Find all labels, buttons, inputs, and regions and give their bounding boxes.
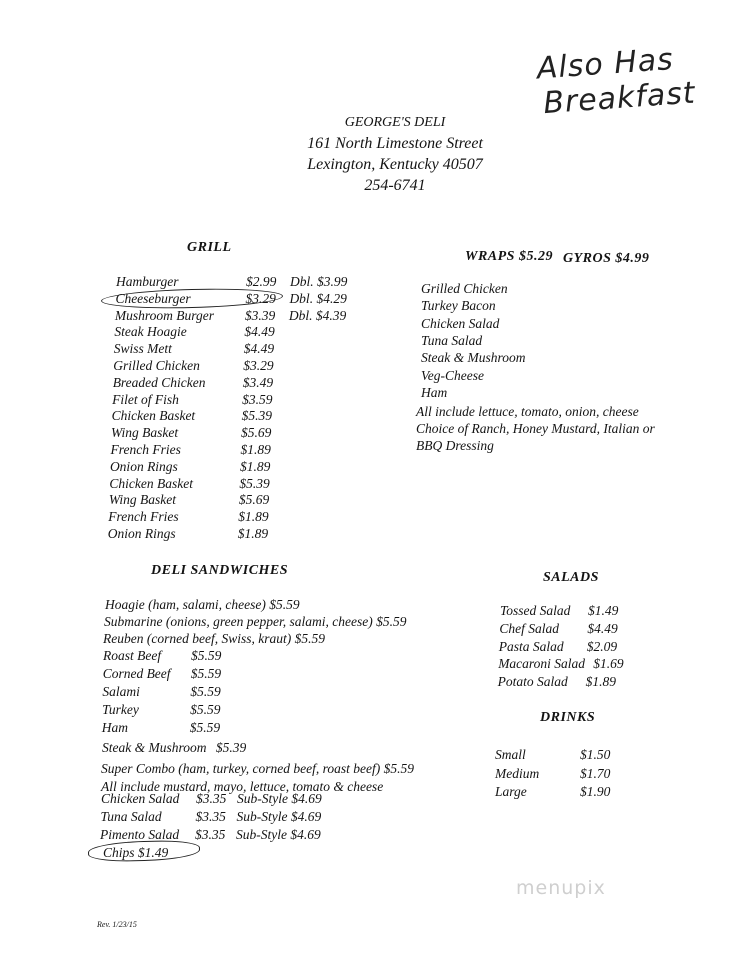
deli-steak-price: $5.39 <box>215 740 247 755</box>
deli-salad-price: $3.35 <box>195 809 226 824</box>
salad-item <box>499 620 659 637</box>
drink-item-name: Large <box>495 784 527 799</box>
deli-steak <box>102 739 246 756</box>
grill-item-name: Onion Rings <box>107 526 176 541</box>
grill-item-price: $1.89 <box>239 458 271 474</box>
deli-steak-name: Steak & Mushroom <box>102 740 207 755</box>
grill-item <box>114 340 374 357</box>
deli-line: Reuben (corned beef, Swiss, kraut) $5.59 <box>103 631 325 646</box>
deli-item-name: Corned Beef <box>102 666 171 681</box>
gyros-title: GYROS $4.99 <box>563 251 650 266</box>
wrap-item: Veg-Cheese <box>421 367 484 383</box>
wrap-item: Grilled Chicken <box>421 281 508 296</box>
deli-phone: 254-6741 <box>364 177 426 194</box>
deli-item-price: $5.59 <box>190 702 221 717</box>
wrap-item: Ham <box>421 384 448 400</box>
grill-item <box>110 458 370 475</box>
grill-item-name: Hamburger <box>116 274 179 289</box>
grill-item-name: Swiss Mett <box>113 341 172 357</box>
deli-item-name: Salami <box>102 684 140 699</box>
grill-item <box>116 273 376 290</box>
grill-item-price: $3.29 <box>245 290 276 306</box>
grill-item-name: Onion Rings <box>109 458 178 474</box>
drink-item-name: Small <box>495 747 526 762</box>
salad-item-price: $1.89 <box>585 674 616 690</box>
wrap-item: Tuna Salad <box>421 332 483 348</box>
drink-item-name: Medium <box>495 765 540 781</box>
deli-salad-name: Chicken Salad <box>101 791 180 806</box>
deli-salad-sub: Sub-Style $4.69 <box>236 827 321 842</box>
salads-title: SALADS <box>543 570 599 585</box>
grill-item-name: Chicken Basket <box>111 408 196 424</box>
drinks-title: DRINKS <box>540 710 596 725</box>
grill-item-name: Chicken Basket <box>109 475 193 491</box>
deli-salad-name: Tuna Salad <box>100 809 162 824</box>
deli-item <box>102 719 262 736</box>
deli-header <box>270 112 520 196</box>
grill-item <box>112 391 372 408</box>
salad-item-name: Potato Salad <box>497 674 568 690</box>
grill-item-price: $2.99 <box>246 274 277 289</box>
salad-item-price: $1.49 <box>588 603 619 618</box>
deli-item-name: Roast Beef <box>103 648 162 663</box>
deli-item <box>103 665 263 682</box>
deli-combo: Super Combo (ham, turkey, corned beef, roast beef) $5.59 <box>101 761 414 776</box>
wraps-note1: All include lettuce, tomato, onion, cheese <box>416 404 639 419</box>
grill-item <box>114 323 374 340</box>
grill-item <box>111 441 371 458</box>
wraps-title: WRAPS $5.29 <box>465 249 553 264</box>
grill-item <box>109 491 369 508</box>
grill-item-double: Dbl. $4.39 <box>288 307 347 323</box>
grill-item <box>113 374 373 391</box>
handwritten-note-line1: Also Has <box>535 41 675 87</box>
deli-item <box>103 647 263 664</box>
deli-salad-sub: Sub-Style $4.69 <box>237 791 322 806</box>
grill-item-name: Filet of Fish <box>112 391 179 407</box>
salad-item-price: $4.49 <box>587 620 618 636</box>
drink-item-price: $1.90 <box>580 784 611 799</box>
deli-salad-sub: Sub-Style $4.69 <box>236 809 322 824</box>
salad-item-name: Tossed Salad <box>500 603 571 618</box>
grill-item-price: $3.29 <box>243 358 274 373</box>
deli-item <box>102 683 262 700</box>
grill-item-price: $3.49 <box>242 374 274 390</box>
grill-item-price: $5.39 <box>239 475 270 491</box>
grill-item-name: French Fries <box>110 442 181 457</box>
grill-item-name: Wing Basket <box>111 425 179 441</box>
drink-item <box>495 746 625 763</box>
deli-salad-price: $3.35 <box>196 791 227 806</box>
grill-item-price: $5.69 <box>241 425 272 441</box>
deli-item-price: $5.59 <box>189 720 221 735</box>
grill-item-price: $4.49 <box>244 324 275 340</box>
grill-item-name: Cheeseburger <box>115 290 191 306</box>
handwritten-note-line2: Breakfast <box>542 75 697 122</box>
deli-line: Submarine (onions, green pepper, salami, cheese) $5.59 <box>104 614 407 629</box>
wrap-item: Chicken Salad <box>421 315 500 331</box>
deli-salad-item <box>101 808 341 825</box>
salad-item <box>498 655 658 672</box>
deli-city: Lexington, Kentucky 40507 <box>307 156 483 173</box>
salad-item <box>500 602 660 619</box>
grill-item <box>108 525 368 542</box>
grill-item-price: $3.59 <box>242 391 273 407</box>
grill-item-name: Mushroom Burger <box>114 307 215 323</box>
deli-item <box>102 701 262 718</box>
salad-item-name: Macaroni Salad <box>498 656 586 672</box>
grill-item <box>111 424 371 441</box>
grill-item-price: $1.89 <box>237 526 269 541</box>
menupix-watermark: menupix <box>516 877 606 899</box>
grill-item <box>113 357 373 374</box>
deli-salad-name: Pimento Salad <box>100 827 180 842</box>
chips-line: Chips $1.49 <box>103 845 169 860</box>
grill-item <box>115 307 375 324</box>
deli-title: DELI SANDWICHES <box>151 563 289 578</box>
wraps-note3: BBQ Dressing <box>416 438 494 453</box>
grill-item-name: French Fries <box>108 509 179 525</box>
salad-item-price: $2.09 <box>586 638 618 654</box>
drink-item <box>495 765 625 782</box>
deli-address: 161 North Limestone Street <box>307 135 483 152</box>
deli-salad-item <box>101 790 341 807</box>
revision-date: Rev. 1/23/15 <box>97 920 137 929</box>
deli-salad-price: $3.35 <box>195 827 226 842</box>
deli-line: Hoagie (ham, salami, cheese) $5.59 <box>105 597 300 612</box>
grill-item-price: $5.69 <box>238 492 270 508</box>
grill-item-name: Breaded Chicken <box>112 374 206 390</box>
deli-name: GEORGE'S DELI <box>344 115 446 130</box>
grill-item-name: Steak Hoagie <box>114 324 187 340</box>
salad-item <box>498 673 658 690</box>
deli-item-price: $5.59 <box>191 648 222 663</box>
grill-item <box>109 475 369 492</box>
grill-item <box>108 508 368 525</box>
deli-item-price: $5.59 <box>190 666 222 681</box>
deli-item-price: $5.59 <box>190 684 221 699</box>
salad-item-price: $1.69 <box>593 656 624 672</box>
grill-item-price: $3.39 <box>244 307 276 323</box>
wrap-item: Turkey Bacon <box>421 298 496 314</box>
grill-item-double: Dbl. $3.99 <box>290 274 348 289</box>
drink-item-price: $1.70 <box>580 765 611 781</box>
salad-item <box>499 638 659 655</box>
deli-item-name: Turkey <box>102 702 139 717</box>
salad-item-name: Chef Salad <box>499 620 560 636</box>
grill-item-price: $4.49 <box>243 341 275 357</box>
grill-item-double: Dbl. $4.29 <box>289 290 347 306</box>
drink-item <box>495 783 625 800</box>
deli-note: All include mustard, mayo, lettuce, tomato & cheese <box>101 779 384 794</box>
handwritten-note <box>536 41 697 122</box>
grill-title: GRILL <box>187 240 232 255</box>
grill-item-name: Grilled Chicken <box>113 358 200 373</box>
grill-item <box>112 407 372 424</box>
grill-item-price: $1.89 <box>238 509 269 525</box>
drink-item-price: $1.50 <box>580 747 611 762</box>
grill-item-price: $5.39 <box>241 408 272 424</box>
wraps-note2: Choice of Ranch, Honey Mustard, Italian or <box>416 421 655 436</box>
grill-item-name: Wing Basket <box>108 492 176 508</box>
deli-item-name: Ham <box>101 720 129 735</box>
wrap-item: Steak & Mushroom <box>421 350 526 366</box>
grill-item-price: $1.89 <box>240 442 271 457</box>
salad-item-name: Pasta Salad <box>498 638 564 654</box>
